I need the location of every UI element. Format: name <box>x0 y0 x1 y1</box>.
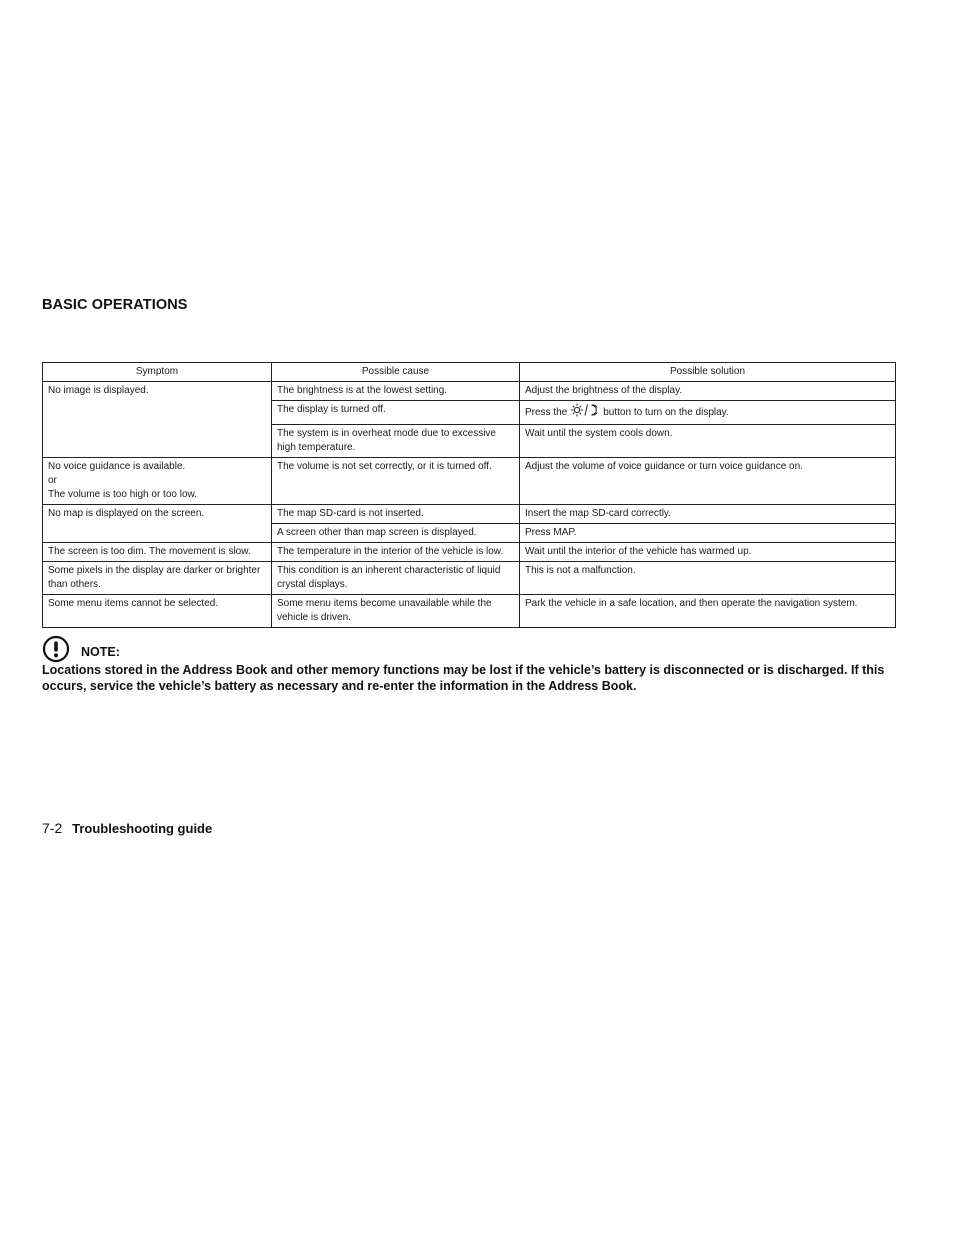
cause-cell: The temperature in the interior of the vehicle is low. <box>272 543 520 562</box>
section-title: BASIC OPERATIONS <box>42 297 188 313</box>
cause-cell: The system is in overheat mode due to excessive high temperature. <box>272 425 520 458</box>
cause-cell: The volume is not set correctly, or it is turned off. <box>272 458 520 505</box>
troubleshooting-table <box>42 362 896 628</box>
solution-text-pre: Press the <box>525 407 568 418</box>
symptom-cell: Some menu items cannot be selected. <box>43 595 272 628</box>
symptom-cell: No map is displayed on the screen. <box>43 505 272 543</box>
page-number: 7-2 <box>42 820 63 836</box>
solution-cell: Press MAP. <box>520 524 896 543</box>
solution-cell: Park the vehicle in a safe location, and then operate the navigation system. <box>520 595 896 628</box>
cause-cell: The display is turned off. <box>272 401 520 425</box>
note-text: Locations stored in the Address Book and other memory functions may be lost if the vehicle’s battery is disconnected or is discharged. If this occurs, service the vehicle’s battery as necessary and re-enter the information in the Address Book. <box>42 663 885 693</box>
symptom-cell: No voice guidance is available. or The volume is too high or too low. <box>43 458 272 505</box>
cause-cell: The brightness is at the lowest setting. <box>272 382 520 401</box>
table-header-row <box>43 363 896 382</box>
solution-cell: Wait until the interior of the vehicle has warmed up. <box>520 543 896 562</box>
header-symptom: Symptom <box>43 363 272 382</box>
table-row <box>43 543 896 562</box>
symptom-cell: The screen is too dim. The movement is slow. <box>43 543 272 562</box>
solution-cell: Wait until the system cools down. <box>520 425 896 458</box>
cause-cell: This condition is an inherent characteristic of liquid crystal displays. <box>272 562 520 595</box>
note-label: NOTE: <box>81 644 120 659</box>
table-row <box>43 382 896 401</box>
header-possible-solution: Possible solution <box>520 363 896 382</box>
solution-cell: This is not a malfunction. <box>520 562 896 595</box>
solution-cell: Adjust the volume of voice guidance or turn voice guidance on. <box>520 458 896 505</box>
header-possible-cause: Possible cause <box>272 363 520 382</box>
symptom-cell: No image is displayed. <box>43 382 272 458</box>
table-row <box>43 562 896 595</box>
symptom-cell: Some pixels in the display are darker or brighter than others. <box>43 562 272 595</box>
table-row <box>43 458 896 505</box>
solution-text-post: button to turn on the display. <box>603 407 729 418</box>
solution-cell: Insert the map SD-card correctly. <box>520 505 896 524</box>
solution-cell: Adjust the brightness of the display. <box>520 382 896 401</box>
page-footer <box>42 820 212 836</box>
solution-cell <box>520 401 896 425</box>
chapter-title: Troubleshooting guide <box>72 821 213 836</box>
cause-cell: Some menu items become unavailable while the vehicle is driven. <box>272 595 520 628</box>
day-night-icon <box>571 403 597 422</box>
cause-cell: The map SD-card is not inserted. <box>272 505 520 524</box>
table-row <box>43 595 896 628</box>
cause-cell: A screen other than map screen is displayed. <box>272 524 520 543</box>
table-row <box>43 505 896 524</box>
